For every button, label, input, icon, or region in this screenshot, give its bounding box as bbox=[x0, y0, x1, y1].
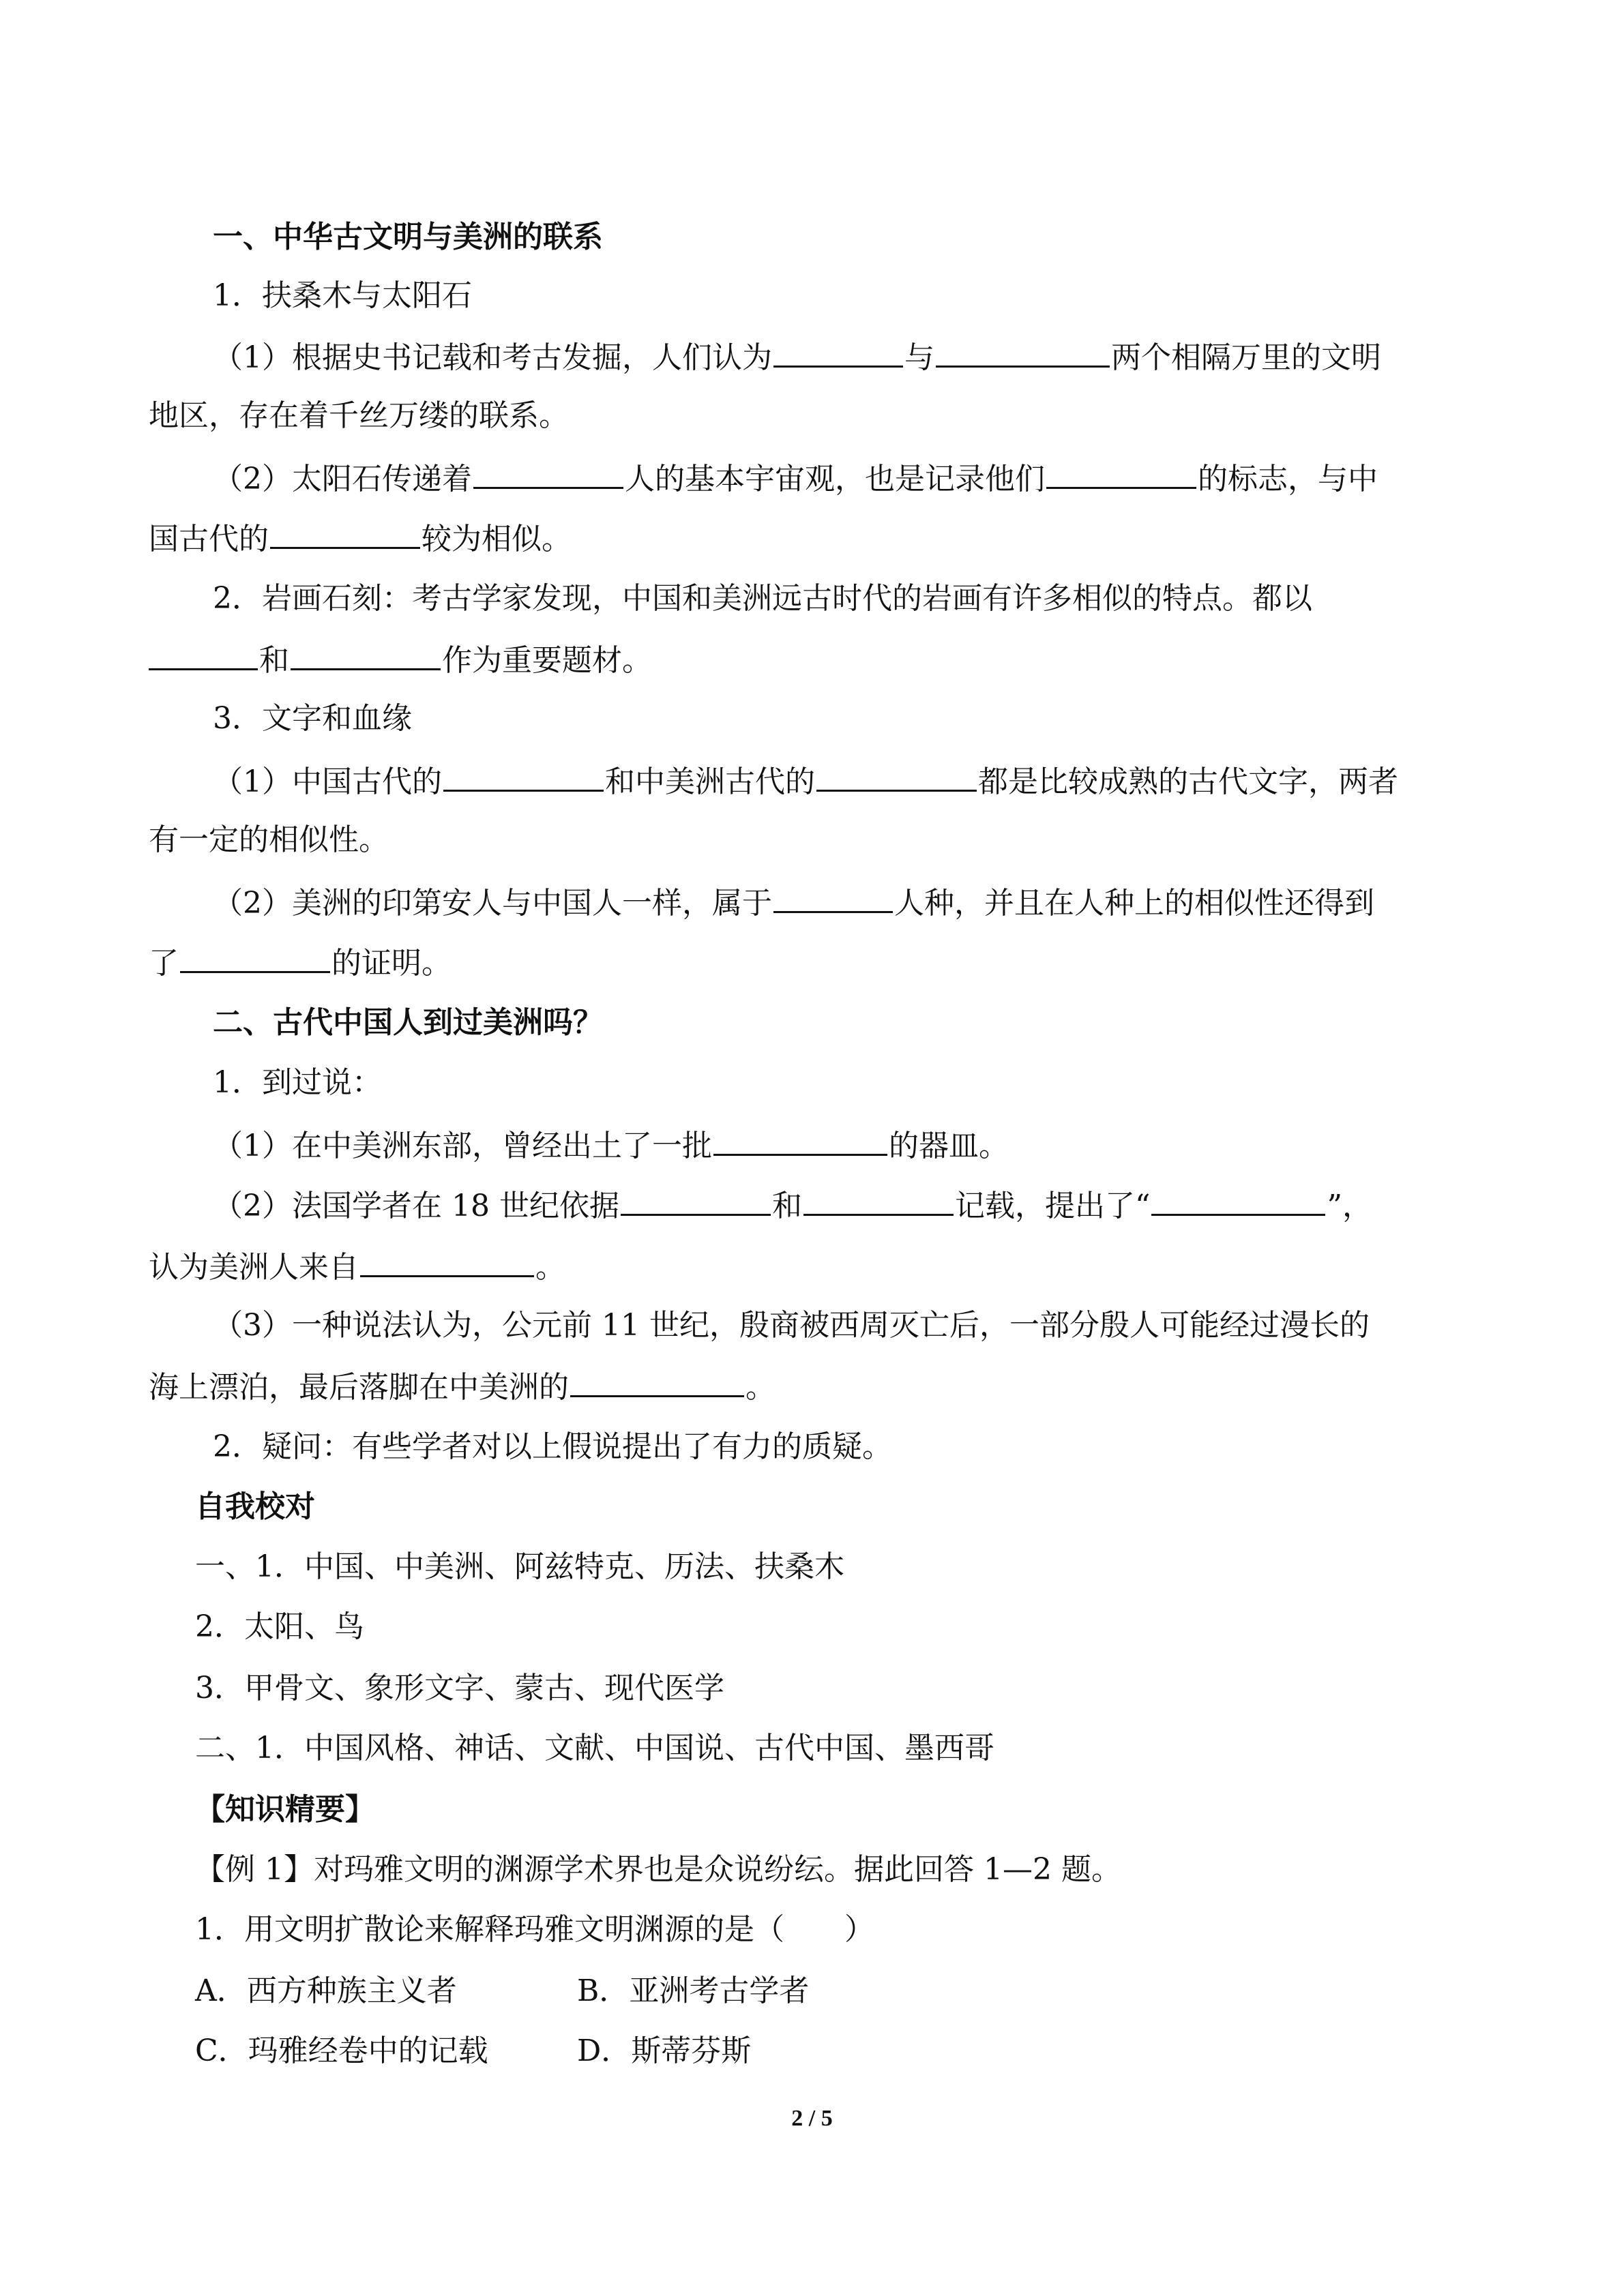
fill-blank[interactable] bbox=[570, 1365, 744, 1397]
options-row-1 bbox=[195, 1971, 1475, 2012]
paragraph-1-1: （1）根据史书记载和考古发掘，人们认为 与 两个相隔万里的文明 bbox=[213, 336, 1475, 378]
section-1-title: 一、中华古文明与美洲的联系 bbox=[213, 220, 603, 254]
paragraph-2-3: （3）一种说法认为，公元前 11 世纪，殷商被西周灭亡后，一部分殷人可能经过漫长的 bbox=[213, 1308, 1370, 1343]
paragraph-1-1-cont: 地区，存在着千丝万缕的联系。 bbox=[149, 398, 569, 433]
fill-blank[interactable] bbox=[270, 517, 420, 549]
section-2-title: 二、古代中国人到过美洲吗？ bbox=[213, 1005, 603, 1040]
fill-blank[interactable] bbox=[473, 457, 623, 489]
paragraph-2-2-cont: 认为美洲人来自 。 bbox=[149, 1245, 1475, 1288]
self-check-title: 自我校对 bbox=[195, 1489, 315, 1524]
fill-blank[interactable] bbox=[149, 638, 258, 670]
option-c[interactable]: C．玛雅经卷中的记载 bbox=[195, 2033, 488, 2068]
options-row-2 bbox=[195, 2031, 1475, 2072]
option-b[interactable]: B．亚洲考古学者 bbox=[577, 1973, 810, 2008]
paragraph-3-2: （2）美洲的印第安人与中国人一样，属于 人种，并且在人种上的相似性还得到 bbox=[213, 881, 1475, 924]
knowledge-title: 【知识精要】 bbox=[195, 1792, 375, 1827]
fill-blank[interactable] bbox=[713, 1124, 887, 1156]
example-1: 【例 1】对玛雅文明的渊源学术界也是众说纷纭。据此回答 1—2 题。 bbox=[195, 1852, 1121, 1887]
paragraph-3-2-cont: 了 的证明。 bbox=[149, 941, 1475, 984]
fill-blank[interactable] bbox=[1151, 1184, 1325, 1216]
fill-blank[interactable] bbox=[773, 336, 903, 368]
fill-blank[interactable] bbox=[291, 638, 441, 670]
paragraph-2-2: （2）法国学者在 18 世纪依据 和 记载，提出了“ ”， bbox=[213, 1184, 1475, 1227]
fill-blank[interactable] bbox=[621, 1184, 771, 1216]
answer-line-1: 一、1．中国、中美洲、阿兹特克、历法、扶桑木 bbox=[195, 1549, 844, 1584]
paragraph-3-1-cont: 有一定的相似性。 bbox=[149, 822, 389, 857]
fill-blank[interactable] bbox=[803, 1184, 954, 1216]
paragraph-rock-art: 2．岩画石刻：考古学家发现，中国和美洲远古时代的岩画有许多相似的特点。都以 bbox=[213, 581, 1312, 616]
option-a[interactable]: A．西方种族主义者 bbox=[195, 1973, 457, 2008]
paragraph-rock-art-cont: 和 作为重要题材。 bbox=[149, 638, 1475, 681]
fill-blank[interactable] bbox=[936, 336, 1110, 368]
paragraph-doubt: 2．疑问：有些学者对以上假说提出了有力的质疑。 bbox=[213, 1429, 892, 1464]
heading-fusang-sunstone: 1．扶桑木与太阳石 bbox=[213, 278, 472, 313]
heading-been-there: 1．到过说： bbox=[213, 1065, 382, 1100]
paragraph-2-3-cont: 海上漂泊，最后落脚在中美洲的 。 bbox=[149, 1365, 1475, 1408]
answer-line-2: 2．太阳、鸟 bbox=[195, 1609, 364, 1644]
paragraph-1-2: （2）太阳石传递着 人的基本宇宙观，也是记录他们 的标志，与中 bbox=[213, 457, 1475, 500]
fill-blank[interactable] bbox=[816, 760, 977, 792]
question-1: 1．用文明扩散论来解释玛雅文明渊源的是（ ） bbox=[195, 1912, 874, 1947]
answer-line-3: 3．甲骨文、象形文字、蒙古、现代医学 bbox=[195, 1671, 724, 1705]
answer-line-4: 二、1．中国风格、神话、文献、中国说、古代中国、墨西哥 bbox=[195, 1731, 994, 1765]
fill-blank[interactable] bbox=[180, 941, 330, 973]
fill-blank[interactable] bbox=[443, 760, 604, 792]
paragraph-1-2-cont: 国古代的 较为相似。 bbox=[149, 517, 1475, 560]
fill-blank[interactable] bbox=[1046, 457, 1196, 489]
page-number: 2 / 5 bbox=[791, 2106, 833, 2131]
heading-writing-blood: 3．文字和血缘 bbox=[213, 701, 412, 736]
fill-blank[interactable] bbox=[360, 1245, 534, 1277]
option-d[interactable]: D．斯蒂芬斯 bbox=[577, 2033, 752, 2068]
paragraph-3-1: （1）中国古代的 和中美洲古代的 都是比较成熟的古代文字，两者 bbox=[213, 760, 1475, 803]
fill-blank[interactable] bbox=[773, 881, 893, 913]
paragraph-2-1: （1）在中美洲东部，曾经出土了一批 的器皿。 bbox=[213, 1124, 1475, 1167]
